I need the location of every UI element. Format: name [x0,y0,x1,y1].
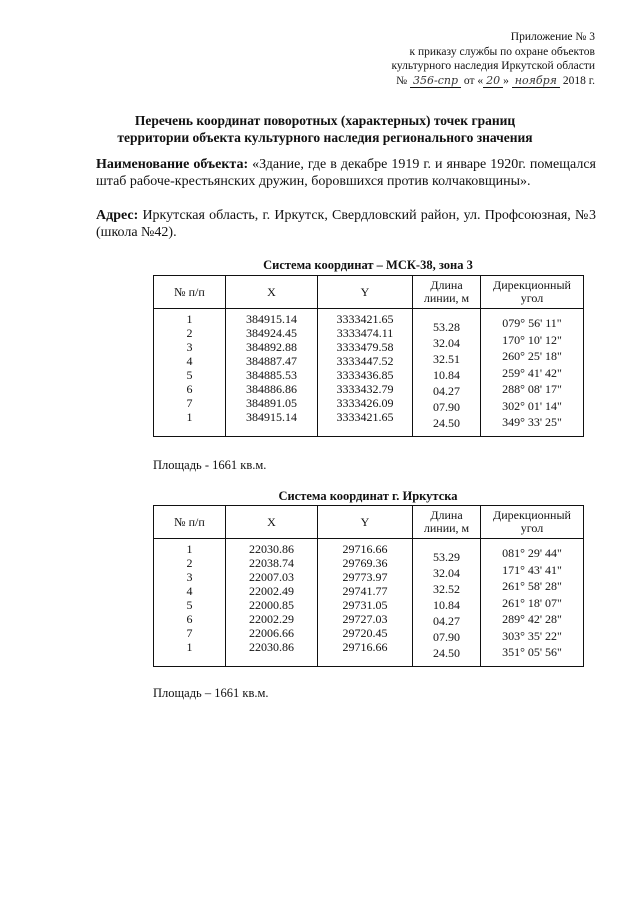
angle-value: 260° 25' 18" [502,349,562,363]
appendix-number: Приложение № 3 [510,31,595,43]
length-value: 53.29 [433,550,460,564]
angle-column [481,309,584,437]
address-text: Иркутская область, г. Иркутск, Свердловский район, ул. Профсоюзная, №3 (школа №42). [96,208,596,240]
x-value: 384885.53 [246,368,297,382]
y-value: 3333432.79 [336,382,394,396]
angle-value: 261° 18' 07" [502,595,562,610]
address-label: Адрес: [96,208,139,223]
length-value: 53.28 [433,320,460,334]
appendix-agency-line: культурного наследия Иркутской области [391,60,595,72]
length-value: 07.90 [433,400,460,414]
y-column [318,539,413,667]
point-num: 1 [186,640,193,654]
point-num: 5 [186,368,193,382]
header-y: Y [318,276,413,309]
angle-value: 079° 56' 11" [502,316,562,330]
x-value: 22038.74 [249,556,294,570]
y-value: 29727.03 [342,612,388,626]
y-value: 29731.05 [342,598,388,612]
x-value: 22000.85 [249,598,294,612]
x-value: 384915.14 [246,312,297,326]
angle-value: 289° 42' 28" [502,612,562,626]
length-value: 32.04 [433,566,460,580]
y-column [318,309,413,437]
point-num: 5 [186,598,193,612]
point-num: 1 [186,312,193,326]
x-column [226,539,318,667]
length-value: 07.90 [433,630,460,644]
angle-value: 259° 41' 42" [502,365,562,380]
point-num: 3 [186,340,193,354]
header-angle-line-2: угол [520,291,544,305]
address-paragraph [96,208,596,241]
order-date-close-quote: » [503,74,509,87]
length-value: 04.27 [433,384,460,398]
point-num: 4 [186,354,193,368]
x-value: 384891.05 [246,396,297,410]
y-value: 3333447.52 [336,354,394,368]
table-header-row [154,276,584,309]
order-date-year: 2018 г. [562,74,595,87]
object-name-label: Наименование объекта: [96,157,249,172]
y-value: 29773.97 [342,570,388,584]
system-caption-msk38: Система координат – МСК-38, зона 3 [263,258,473,272]
point-num: 4 [186,584,193,598]
x-value: 22002.29 [249,612,294,626]
header-length-line-2: линии, м [423,521,470,535]
order-number-date [295,74,595,89]
angle-value: 171° 43' 41" [502,562,562,577]
num-column [154,539,226,667]
header-num: № п/п [154,506,226,539]
length-column [413,309,481,437]
x-value: 22007.03 [249,570,294,584]
length-value: 32.04 [433,336,460,350]
coordinates-table-msk38 [153,275,584,437]
header-length-line-2: линии, м [423,291,470,305]
title-line-1: Перечень координат поворотных (характерных) точек границ [134,113,516,128]
y-value: 29716.66 [342,640,388,654]
header-length-line-1: Длина [430,278,463,292]
y-value: 3333474.11 [336,326,394,340]
angle-value: 170° 10' 12" [502,332,562,347]
system-caption-irkutsk: Система координат г. Иркутска [278,489,458,503]
x-value: 22002.49 [249,584,294,598]
angle-column [481,539,584,667]
order-date-month-handwritten: ноября [512,74,560,88]
header-num: № п/п [154,276,226,309]
header-angle [481,276,584,309]
appendix-order-line: к приказу службы по охране объектов [409,45,595,58]
order-date-day-handwritten: 20 [483,74,503,88]
order-date-from: от « [463,74,484,87]
angle-value: 303° 35' 22" [502,628,562,643]
area-msk38: Площадь - 1661 кв.м. [153,458,267,472]
length-value: 24.50 [433,416,460,430]
x-value: 384886.86 [246,382,297,396]
header-angle-line-1: Дирекционный [493,278,571,292]
appendix-header [295,30,595,88]
object-name-text: «Здание, где в декабре 1919 г. и январе 1920г. помещался штаб рабоче-крестьянских дружин, боровшихся против колчаковщины». [96,157,596,189]
order-number-prefix: № [396,74,408,87]
y-value: 3333421.65 [336,410,394,424]
length-value: 10.84 [433,368,460,382]
coordinates-table-irkutsk [153,505,584,667]
point-num: 6 [186,612,193,626]
point-num: 2 [186,556,193,570]
x-value: 22006.66 [249,626,294,640]
point-num: 3 [186,570,193,584]
length-value: 32.51 [433,352,460,366]
document-title [95,112,555,146]
x-value: 384915.14 [246,410,297,424]
table-header-row [154,506,584,539]
y-value: 29769.36 [342,556,388,570]
header-length-line-1: Длина [430,508,463,522]
header-angle [481,506,584,539]
header-length [413,506,481,539]
angle-value: 261° 58' 28" [502,579,562,593]
point-num: 7 [186,626,193,640]
num-column [154,309,226,437]
y-value: 3333426.09 [336,396,394,410]
y-value: 3333436.85 [336,368,394,382]
y-value: 3333421.65 [336,312,394,326]
object-name-paragraph [96,157,596,190]
length-value: 24.50 [433,646,460,660]
angle-value: 302° 01' 14" [502,398,562,413]
header-angle-line-2: угол [520,521,544,535]
angle-value: 351° 05' 56" [502,645,562,659]
point-num: 7 [186,396,193,410]
length-value: 32.52 [433,582,460,596]
angle-value: 081° 29' 44" [502,546,562,560]
order-number-handwritten: 356-спр [410,74,461,88]
x-value: 384892.88 [246,340,297,354]
x-column [226,309,318,437]
y-value: 3333479.58 [336,340,394,354]
angle-value: 349° 33' 25" [502,415,562,429]
area-irkutsk: Площадь – 1661 кв.м. [153,686,269,700]
header-y: Y [318,506,413,539]
length-value: 10.84 [433,598,460,612]
point-num: 1 [186,410,193,424]
length-value: 04.27 [433,614,460,628]
point-num: 6 [186,382,193,396]
table-row [154,309,584,437]
y-value: 29716.66 [342,542,388,556]
x-value: 384924.45 [246,326,297,340]
y-value: 29741.77 [342,584,388,598]
header-x: X [226,506,318,539]
y-value: 29720.45 [342,626,388,640]
header-angle-line-1: Дирекционный [493,508,571,522]
point-num: 2 [186,326,193,340]
header-length [413,276,481,309]
x-value: 384887.47 [246,354,297,368]
title-line-2: территории объекта культурного наследия регионального значения [117,130,533,145]
point-num: 1 [186,542,193,556]
x-value: 22030.86 [249,640,294,654]
length-column [413,539,481,667]
table-row [154,539,584,667]
header-x: X [226,276,318,309]
x-value: 22030.86 [249,542,294,556]
angle-value: 288° 08' 17" [502,382,562,396]
